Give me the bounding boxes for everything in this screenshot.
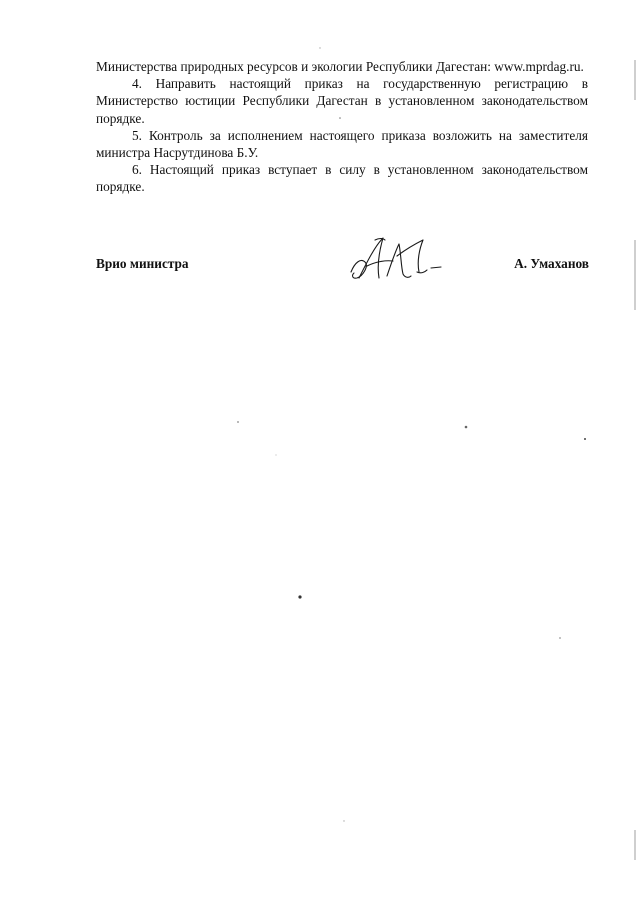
scan-edge-mark [634,60,636,100]
scan-edge-mark [634,830,636,860]
scan-edge-mark [634,240,636,310]
paragraph-item-5: 5. Контроль за исполнением настоящего приказа возложить на заместителя министра Насрутдинова Б.У. [96,127,588,161]
signature-block [96,256,589,276]
signatory-name: А. Умаханов [514,256,589,271]
document-body [96,58,588,196]
handwritten-signature [345,232,445,288]
signatory-position: Врио министра [96,256,189,271]
paragraph-item-6: 6. Настоящий приказ вступает в силу в установленном законодательством порядке. [96,162,588,195]
paragraph-continuation: Министерства природных ресурсов и экологии Республики Дагестан: www.mprdag.ru. [96,59,584,74]
paragraph-item-4: 4. Направить настоящий приказ на государственную регистрацию в Министерство юстиции Республики Дагестан в установленном законодательством порядке. [96,76,588,126]
